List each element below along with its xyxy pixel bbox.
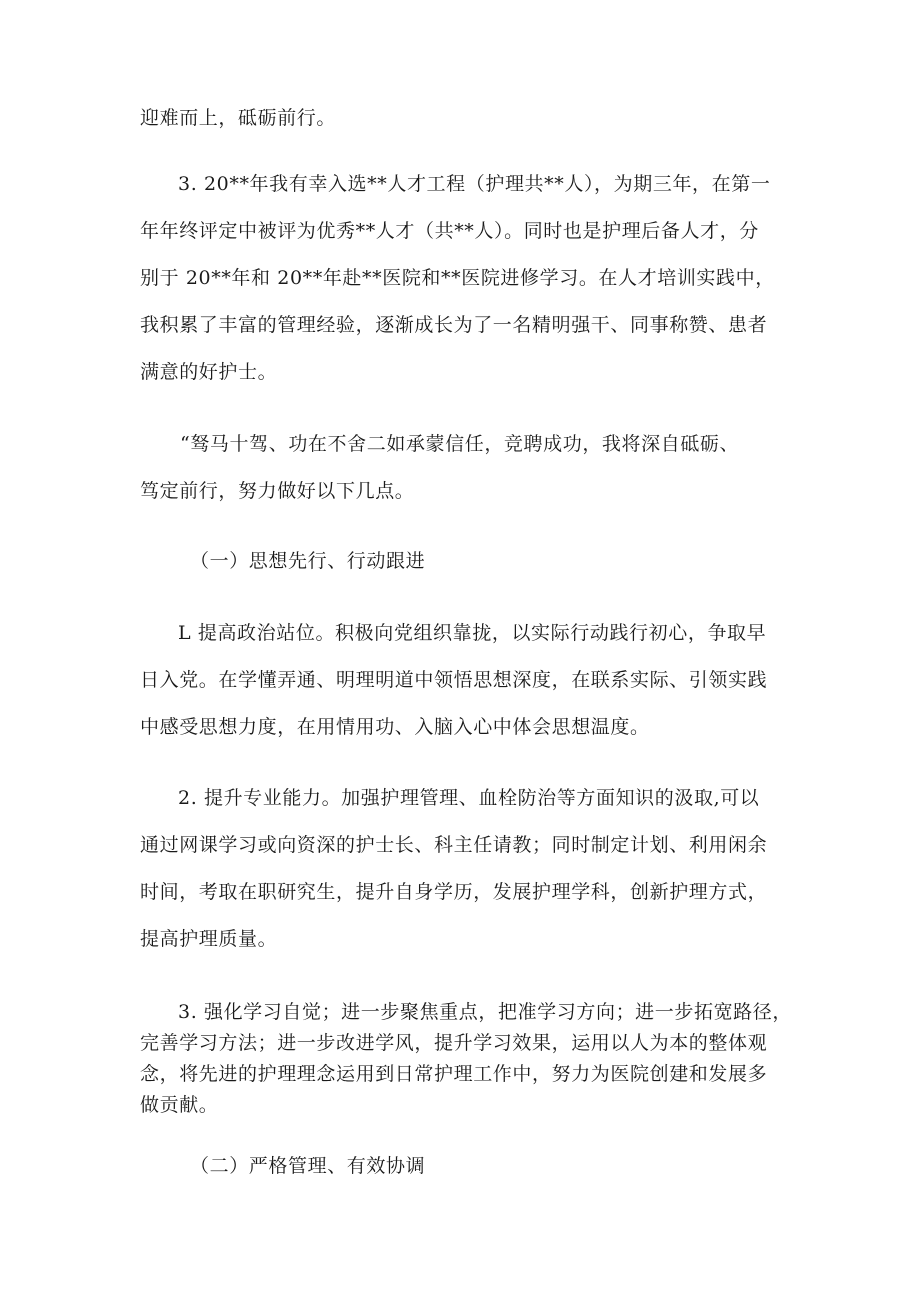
section-heading: （一）思想先行、行动跟进 bbox=[190, 550, 426, 572]
paragraph-line: 我积累了丰富的管理经验，逐渐成长为了一名精明强干、同事称赞、患者 bbox=[140, 314, 768, 336]
paragraph-line: 年年终评定中被评为优秀**人才（共**人）。同时也是护理后备人才，分 bbox=[140, 220, 759, 242]
paragraph-line: 中感受思想力度，在用情用功、入脑入心中体会思想温度。 bbox=[140, 716, 650, 738]
paragraph-line: 2. 提升专业能力。加强护理管理、血栓防治等方面知识的汲取,可以 bbox=[178, 787, 760, 809]
paragraph-line: 时间，考取在职研究生，提升自身学历，发展护理学科，创新护理方式， bbox=[140, 881, 768, 903]
paragraph-line: L 提高政治站位。积极向党组织靠拢，以实际行动践行初心，争取早 bbox=[178, 622, 767, 644]
section-heading: （二）严格管理、有效协调 bbox=[190, 1155, 426, 1177]
paragraph-line: “驽马十驾、功在不舍二如承蒙信任，竞聘成功，我将深自砥砺、 bbox=[180, 433, 740, 455]
paragraph-line: 笃定前行，努力做好以下几点。 bbox=[140, 480, 415, 502]
paragraph-line: 完善学习方法；进一步改进学风，提升学习效果，运用以人为本的整体观 bbox=[140, 1032, 768, 1054]
paragraph-line: 提高护理质量。 bbox=[140, 928, 278, 950]
paragraph-line: 念，将先进的护理理念运用到日常护理工作中，努力为医院创建和发展多 bbox=[140, 1063, 768, 1085]
paragraph-line: 通过网课学习或向资深的护士长、科主任请教；同时制定计划、利用闲余 bbox=[140, 834, 768, 856]
paragraph-line: 满意的好护士。 bbox=[140, 361, 278, 383]
paragraph-line: 迎难而上，砥砺前行。 bbox=[140, 107, 337, 129]
paragraph-line: 别于 20**年和 20**年赴**医院和**医院进修学习。在人才培训实践中， bbox=[140, 267, 775, 289]
paragraph-line: 日入党。在学懂弄通、明理明道中领悟思想深度，在联系实际、引领实践 bbox=[140, 669, 768, 691]
paragraph-line: 做贡献。 bbox=[140, 1094, 219, 1116]
paragraph-line: 3. 20**年我有幸入选**人才工程（护理共**人），为期三年，在第一 bbox=[178, 173, 771, 195]
paragraph-line: 3. 强化学习自觉；进一步聚焦重点，把准学习方向；进一步拓宽路径， bbox=[178, 1001, 792, 1023]
